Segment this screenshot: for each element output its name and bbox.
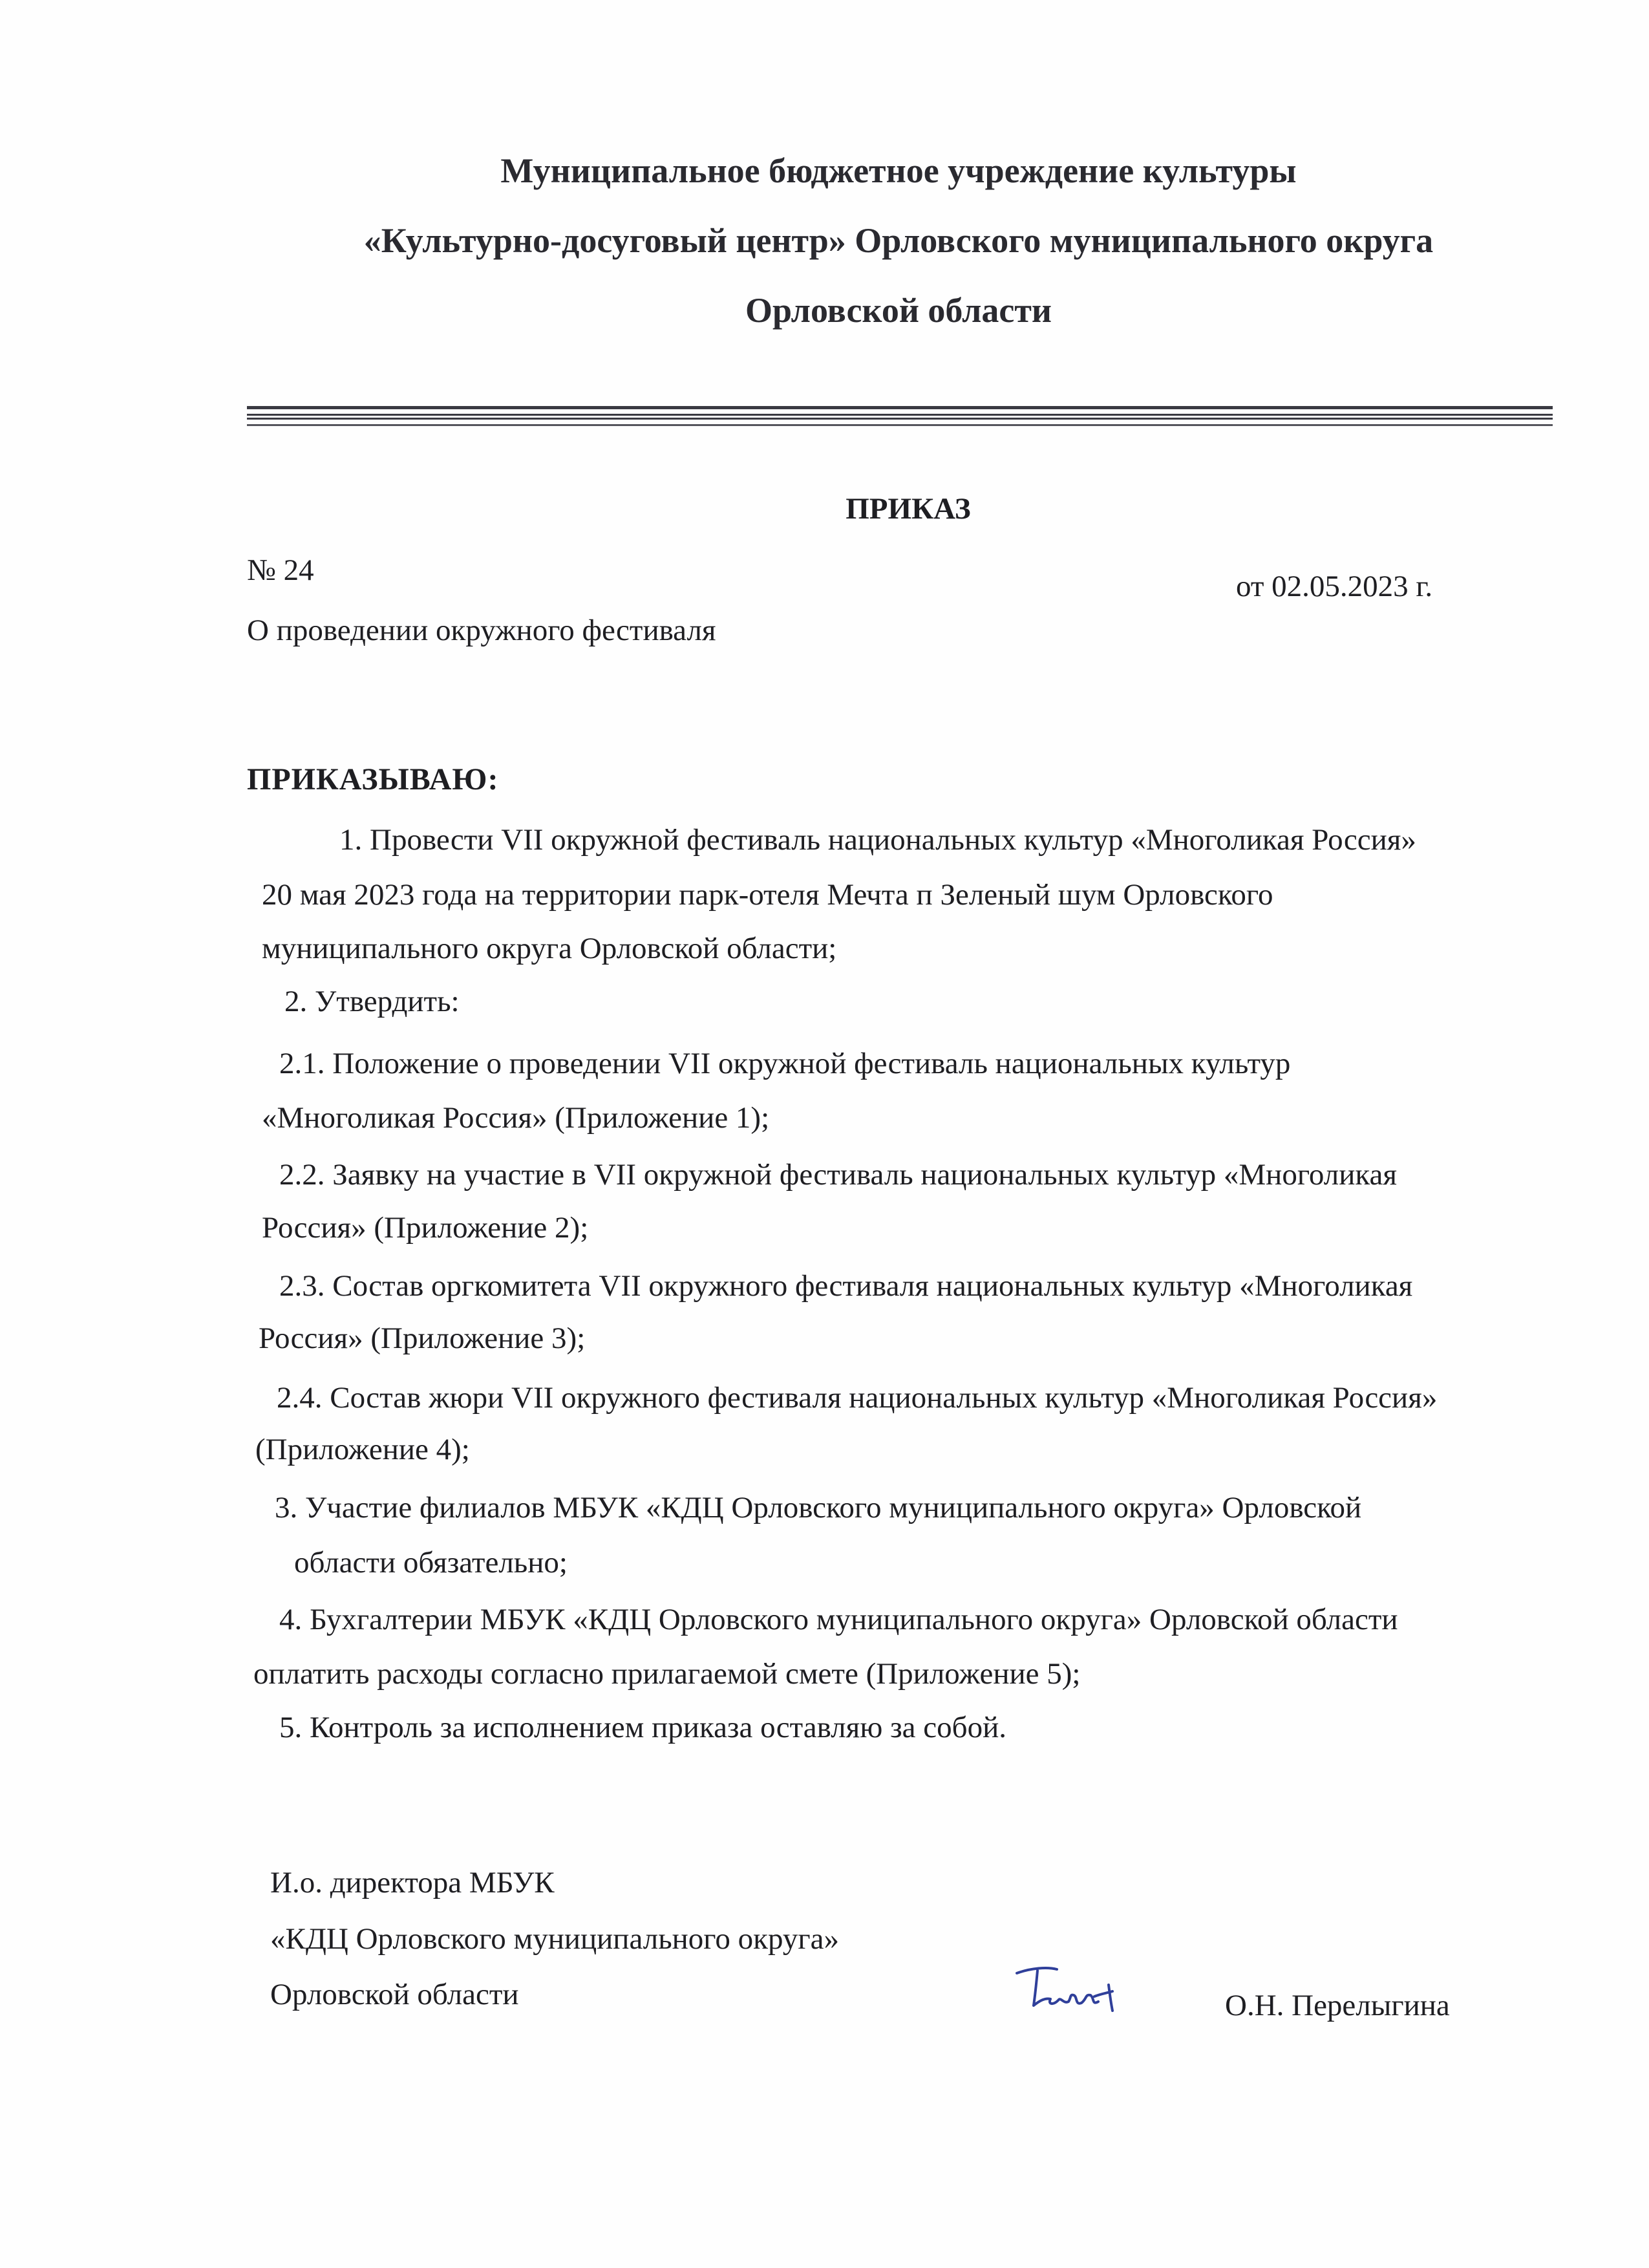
body-line: 2. Утвердить: [284, 985, 460, 1018]
header-divider-bottom [247, 424, 1553, 426]
header-line-2: «Культурно-досуговый центр» Орловского муниципального округа [363, 221, 1434, 260]
document-title: ПРИКАЗ [846, 492, 971, 526]
signatory-name: О.Н. Перелыгина [1225, 1989, 1450, 2022]
body-line: Россия» (Приложение 3); [259, 1321, 586, 1355]
header-divider-middle [247, 414, 1553, 420]
body-line: 2.4. Состав жюри VII окружного фестиваля национальных культур «Многоликая Россия» [277, 1381, 1438, 1415]
signatory-position-line-2: «КДЦ Орловского муниципального округа» [270, 1922, 839, 1956]
body-line: 2.1. Положение о проведении VII окружной фестиваль национальных культур [279, 1047, 1291, 1080]
header-line-1: Муниципальное бюджетное учреждение культуры [500, 151, 1297, 190]
body-line: муниципального округа Орловской области; [262, 932, 837, 965]
order-heading: ПРИКАЗЫВАЮ: [247, 762, 499, 797]
body-line: 2.2. Заявку на участие в VII окружной фестиваль национальных культур «Многоликая [279, 1158, 1398, 1192]
body-line: (Приложение 4); [255, 1433, 470, 1466]
body-line: 4. Бухгалтерии МБУК «КДЦ Орловского муниципального округа» Орловской области [279, 1603, 1398, 1636]
body-line: 3. Участие филиалов МБУК «КДЦ Орловского муниципального округа» Орловской [275, 1491, 1362, 1524]
header-line-3: Орловской области [745, 291, 1052, 330]
body-line: 2.3. Состав оргкомитета VII окружного фестиваля национальных культур «Многоликая [279, 1269, 1413, 1303]
document-date: от 02.05.2023 г. [1236, 570, 1433, 603]
handwritten-signature [1012, 1959, 1141, 2017]
body-line: 20 мая 2023 года на территории парк-отеля Мечта п Зеленый шум Орловского [262, 878, 1273, 912]
body-line: Россия» (Приложение 2); [262, 1211, 589, 1245]
body-line: области обязательно; [294, 1546, 568, 1579]
body-line: 1. Провести VII окружной фестиваль национальных культур «Многоликая Россия» [339, 823, 1416, 857]
body-line: 5. Контроль за исполнением приказа оставляю за собой. [279, 1711, 1006, 1744]
body-line: «Многоликая Россия» (Приложение 1); [262, 1101, 770, 1135]
header-divider-top [247, 406, 1553, 409]
document-number: № 24 [247, 553, 314, 587]
signatory-position-line-3: Орловской области [270, 1978, 519, 2011]
body-line: оплатить расходы согласно прилагаемой смете (Приложение 5); [253, 1657, 1081, 1691]
document-subject: О проведении окружного фестиваля [247, 614, 716, 647]
signatory-position-line-1: И.о. директора МБУК [270, 1866, 555, 1899]
organization-header [246, 136, 1551, 345]
